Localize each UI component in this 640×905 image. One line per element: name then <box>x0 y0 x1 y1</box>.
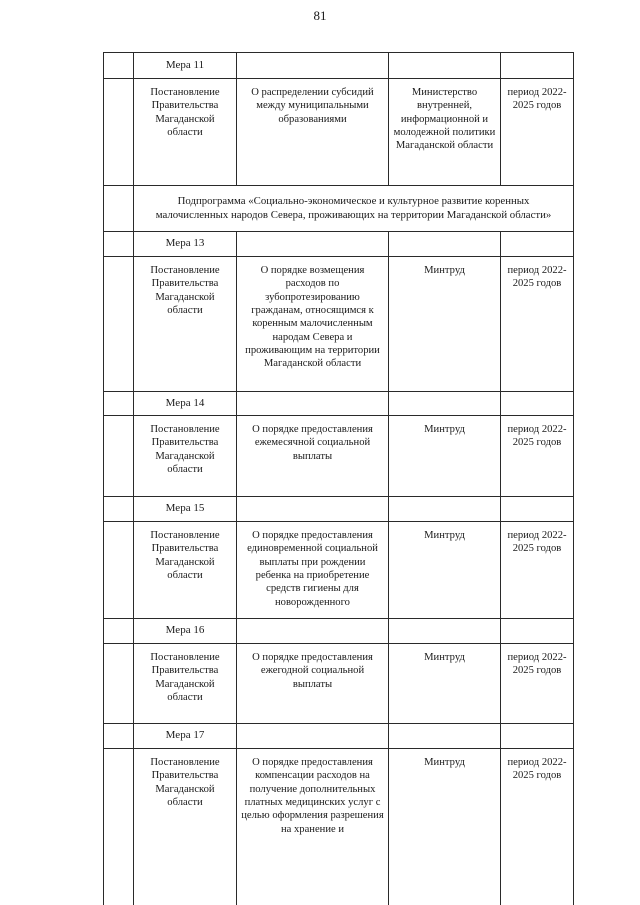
index-cell <box>104 186 134 232</box>
empty-cell <box>389 392 501 416</box>
measure-row <box>104 232 574 257</box>
empty-cell <box>237 53 389 79</box>
index-cell <box>104 619 134 644</box>
measure-label: Мера 16 <box>134 619 237 644</box>
measure-label: Мера 14 <box>134 392 237 416</box>
executor: Минтруд <box>389 522 501 619</box>
index-cell <box>104 749 134 905</box>
period: период 2022-2025 годов <box>501 749 574 905</box>
period: период 2022-2025 годов <box>501 416 574 497</box>
empty-cell <box>389 619 501 644</box>
index-cell <box>104 644 134 724</box>
empty-cell <box>501 53 574 79</box>
document-type: Постановление Правительства Магаданской области <box>134 416 237 497</box>
executor: Министерство внутренней, информационной и молодежной политики Магаданской области <box>389 79 501 186</box>
empty-cell <box>501 232 574 257</box>
index-cell <box>104 232 134 257</box>
index-cell <box>104 392 134 416</box>
empty-cell <box>237 232 389 257</box>
measure-label: Мера 17 <box>134 724 237 749</box>
period: период 2022-2025 годов <box>501 257 574 392</box>
measure-row <box>104 724 574 749</box>
document-title: О распределении субсидий между муниципальными образованиями <box>237 79 389 186</box>
document-type: Постановление Правительства Магаданской области <box>134 522 237 619</box>
index-cell <box>104 724 134 749</box>
table-row <box>104 522 574 619</box>
executor: Минтруд <box>389 644 501 724</box>
measure-row <box>104 497 574 522</box>
index-cell <box>104 522 134 619</box>
index-cell <box>104 53 134 79</box>
document-type: Постановление Правительства Магаданской области <box>134 257 237 392</box>
table-row <box>104 644 574 724</box>
measure-label: Мера 13 <box>134 232 237 257</box>
table-row <box>104 749 574 905</box>
period: период 2022-2025 годов <box>501 79 574 186</box>
empty-cell <box>389 232 501 257</box>
table-row <box>104 257 574 392</box>
document-title: О порядке предоставления ежегодной социальной выплаты <box>237 644 389 724</box>
document-type: Постановление Правительства Магаданской области <box>134 644 237 724</box>
table-row <box>104 416 574 497</box>
index-cell <box>104 257 134 392</box>
empty-cell <box>237 497 389 522</box>
empty-cell <box>501 619 574 644</box>
measure-row <box>104 53 574 79</box>
table-row <box>104 79 574 186</box>
page-number: 81 <box>313 8 327 23</box>
executor: Минтруд <box>389 257 501 392</box>
empty-cell <box>501 724 574 749</box>
document-title: О порядке предоставления ежемесячной социальной выплаты <box>237 416 389 497</box>
period: период 2022-2025 годов <box>501 644 574 724</box>
subprogram-title: Подпрограмма «Социально-экономическое и культурное развитие коренных малочисленных народов Севера, проживающих на территории Магаданской области» <box>134 186 574 232</box>
measures-table <box>103 52 574 905</box>
measure-label: Мера 15 <box>134 497 237 522</box>
empty-cell <box>389 53 501 79</box>
index-cell <box>104 79 134 186</box>
empty-cell <box>237 619 389 644</box>
executor: Минтруд <box>389 416 501 497</box>
measure-row <box>104 619 574 644</box>
document-type: Постановление Правительства Магаданской области <box>134 749 237 905</box>
document-title: О порядке предоставления единовременной социальной выплаты при рождении ребенка на приобретение средств гигиены для новорожденного <box>237 522 389 619</box>
empty-cell <box>237 724 389 749</box>
empty-cell <box>501 497 574 522</box>
subprogram-row <box>104 186 574 232</box>
empty-cell <box>237 392 389 416</box>
empty-cell <box>389 724 501 749</box>
index-cell <box>104 497 134 522</box>
index-cell <box>104 416 134 497</box>
empty-cell <box>501 392 574 416</box>
measure-label: Мера 11 <box>134 53 237 79</box>
document-title: О порядке возмещения расходов по зубопротезированию гражданам, относящимся к коренным малочисленным народам Севера и проживающим на территории Магаданской области <box>237 257 389 392</box>
document-type: Постановление Правительства Магаданской области <box>134 79 237 186</box>
executor: Минтруд <box>389 749 501 905</box>
empty-cell <box>389 497 501 522</box>
period: период 2022-2025 годов <box>501 522 574 619</box>
document-title: О порядке предоставления компенсации расходов на получение дополнительных платных медицинских услуг с целью оформления разрешения на хранение и <box>237 749 389 905</box>
measure-row <box>104 392 574 416</box>
